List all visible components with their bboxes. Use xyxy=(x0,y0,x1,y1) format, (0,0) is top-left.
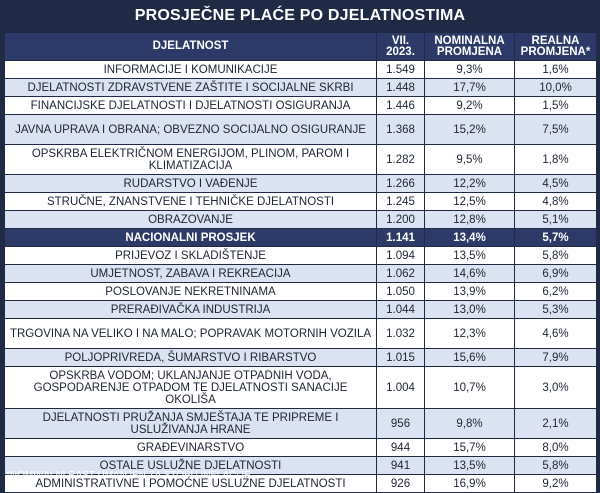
cell-activity: JAVNA UPRAVA I OBRANA; OBVEZNO SOCIJALNO OSIGURANJE xyxy=(5,115,377,145)
table-row xyxy=(5,115,597,145)
cell-nominal: 9,3% xyxy=(425,61,515,79)
table-row xyxy=(5,349,597,367)
table-row xyxy=(5,145,597,175)
cell-activity: FINANCIJSKE DJELATNOSTI I DJELATNOSTI OSIGURANJA xyxy=(5,97,377,115)
national-average-row xyxy=(5,229,597,247)
cell-real: 5,8% xyxy=(515,247,597,265)
cell-activity: DJELATNOSTI PRUŽANJA SMJEŠTAJA TE PRIPREME I USLUŽIVANJA HRANE xyxy=(5,409,377,439)
cell-real: 10,0% xyxy=(515,79,597,97)
table-row xyxy=(5,211,597,229)
table-row xyxy=(5,319,597,349)
cell-real: 1,6% xyxy=(515,61,597,79)
table-row xyxy=(5,439,597,457)
cell-activity: OPSKRBA ELEKTRIČNOM ENERGIJOM, PLINOM, PAROM I KLIMATIZACIJA xyxy=(5,145,377,175)
cell-nominal: 13,0% xyxy=(425,301,515,319)
table-row xyxy=(5,175,597,193)
cell-real: 6,9% xyxy=(515,265,597,283)
cell-salary: 1.282 xyxy=(377,145,425,175)
table-row xyxy=(5,97,597,115)
cell-real: 7,9% xyxy=(515,349,597,367)
cell-nominal: 12,8% xyxy=(425,211,515,229)
cell-nominal: 10,7% xyxy=(425,367,515,409)
table-row xyxy=(5,79,597,97)
cell-activity: DJELATNOSTI ZDRAVSTVENE ZAŠTITE I SOCIJALNE SKRBI xyxy=(5,79,377,97)
cell-nominal: 15,6% xyxy=(425,349,515,367)
table-row xyxy=(5,265,597,283)
table-row xyxy=(5,247,597,265)
cell-real: 9,2% xyxy=(515,475,597,493)
cell-nominal: 9,8% xyxy=(425,409,515,439)
cell-real: 4,6% xyxy=(515,319,597,349)
cell-nominal: 16,9% xyxy=(425,475,515,493)
cell-activity: GRAĐEVINARSTVO xyxy=(5,439,377,457)
cell-activity: OPSKRBA VODOM; UKLANJANJE OTPADNIH VODA, GOSPODARENJE OTPADOM TE DJELATNOSTI SANACIJE OKOLIŠA xyxy=(5,367,377,409)
cell-nominal: 12,2% xyxy=(425,175,515,193)
cell-salary: 1.448 xyxy=(377,79,425,97)
header-month: VII. 2023. xyxy=(377,33,425,61)
cell-real: 1,5% xyxy=(515,97,597,115)
cell-activity: POSLOVANJE NEKRETNINAMA xyxy=(5,283,377,301)
cell-real: 5,8% xyxy=(515,457,597,475)
cell-real: 1,8% xyxy=(515,145,597,175)
cell-activity: TRGOVINA NA VELIKO I NA MALO; POPRAVAK MOTORNIH VOZILA xyxy=(5,319,377,349)
cell-nominal: 9,5% xyxy=(425,145,515,175)
cell-nominal: 13,5% xyxy=(425,457,515,475)
cell-real: 5,7% xyxy=(515,229,597,247)
cell-activity: POLJOPRIVREDA, ŠUMARSTVO I RIBARSTVO xyxy=(5,349,377,367)
cell-salary: 941 xyxy=(377,457,425,475)
cell-real: 5,1% xyxy=(515,211,597,229)
cell-real: 2,1% xyxy=(515,409,597,439)
cell-salary: 1.044 xyxy=(377,301,425,319)
header-activity: DJELATNOST xyxy=(5,33,377,61)
cell-real: 8,0% xyxy=(515,439,597,457)
cell-activity: UMJETNOST, ZABAVA I REKREACIJA xyxy=(5,265,377,283)
cell-salary: 1.062 xyxy=(377,265,425,283)
cell-real: 4,8% xyxy=(515,193,597,211)
cell-nominal: 15,2% xyxy=(425,115,515,145)
table-header-row xyxy=(5,33,597,61)
cell-salary: 1.094 xyxy=(377,247,425,265)
cell-salary: 1.245 xyxy=(377,193,425,211)
cell-activity: PRERAĐIVAČKA INDUSTRIJA xyxy=(5,301,377,319)
cell-nominal: 13,5% xyxy=(425,247,515,265)
cell-real: 6,2% xyxy=(515,283,597,301)
cell-salary: 1.050 xyxy=(377,283,425,301)
cell-salary: 1.549 xyxy=(377,61,425,79)
cell-salary: 1.266 xyxy=(377,175,425,193)
table-row xyxy=(5,61,597,79)
cell-nominal: 17,7% xyxy=(425,79,515,97)
cell-activity: INFORMACIJE I KOMUNIKACIJE xyxy=(5,61,377,79)
cell-nominal: 12,5% xyxy=(425,193,515,211)
cell-real: 7,5% xyxy=(515,115,597,145)
cell-activity: NACIONALNI PROSJEK xyxy=(5,229,377,247)
cell-activity: OBRAZOVANJE xyxy=(5,211,377,229)
footnote: *NOMINALNI RAST UMANJEN ZA STOPU INFLACIJE xyxy=(6,470,251,481)
cell-activity: OSTALE USLUŽNE DJELATNOSTI xyxy=(5,457,377,475)
cell-activity: PRIJEVOZ I SKLADIŠTENJE xyxy=(5,247,377,265)
cell-salary: 1.004 xyxy=(377,367,425,409)
cell-nominal: 15,7% xyxy=(425,439,515,457)
table-row xyxy=(5,193,597,211)
cell-salary: 926 xyxy=(377,475,425,493)
cell-real: 3,0% xyxy=(515,367,597,409)
cell-nominal: 13,4% xyxy=(425,229,515,247)
cell-activity: STRUČNE, ZNANSTVENE I TEHNIČKE DJELATNOSTI xyxy=(5,193,377,211)
cell-nominal: 12,3% xyxy=(425,319,515,349)
cell-salary: 1.141 xyxy=(377,229,425,247)
cell-nominal: 14,6% xyxy=(425,265,515,283)
table-row xyxy=(5,367,597,409)
cell-real: 4,5% xyxy=(515,175,597,193)
cell-salary: 956 xyxy=(377,409,425,439)
cell-salary: 1.015 xyxy=(377,349,425,367)
cell-salary: 1.368 xyxy=(377,115,425,145)
table-row xyxy=(5,409,597,439)
header-nominal: NOMINALNA PROMJENA xyxy=(425,33,515,61)
header-real: REALNA PROMJENA* xyxy=(515,33,597,61)
cell-salary: 1.200 xyxy=(377,211,425,229)
cell-nominal: 13,9% xyxy=(425,283,515,301)
cell-real: 5,3% xyxy=(515,301,597,319)
salary-table xyxy=(4,32,597,493)
cell-salary: 944 xyxy=(377,439,425,457)
page-title: PROSJEČNE PLAĆE PO DJELATNOSTIMA xyxy=(134,7,466,24)
table-row xyxy=(5,283,597,301)
cell-activity: RUDARSTVO I VAĐENJE xyxy=(5,175,377,193)
cell-activity: ADMINISTRATIVNE I POMOĆNE USLUŽNE DJELATNOSTI xyxy=(5,475,377,493)
cell-salary: 1.032 xyxy=(377,319,425,349)
cell-salary: 1.446 xyxy=(377,97,425,115)
cell-nominal: 9,2% xyxy=(425,97,515,115)
table-row xyxy=(5,301,597,319)
